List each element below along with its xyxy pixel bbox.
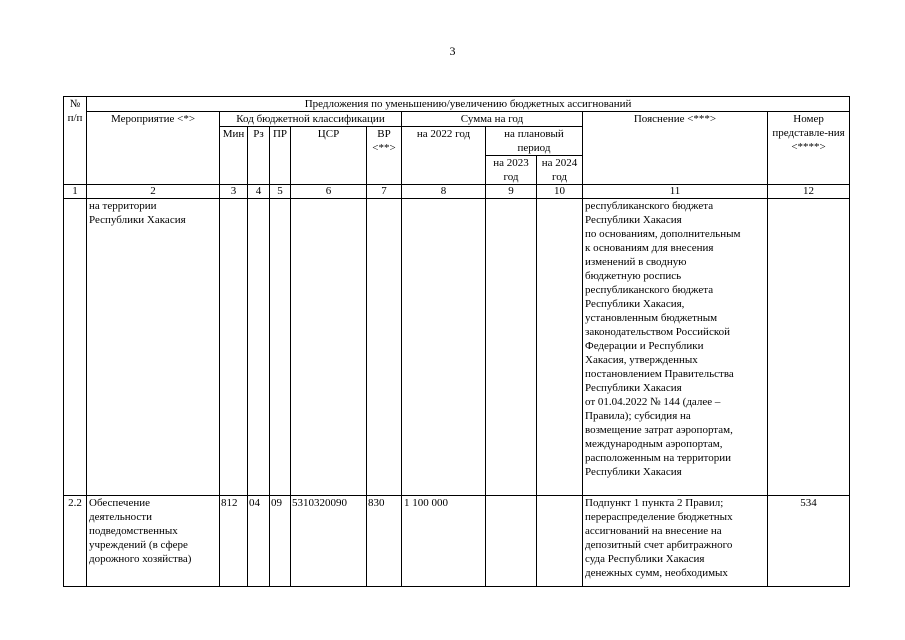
header-pr: ПР: [270, 127, 291, 185]
cont-pr-cell: [270, 199, 291, 496]
cont-explanation-line: по основаниям, дополнительным: [585, 228, 741, 240]
cont-2023-cell: [486, 199, 537, 496]
header-explanation: Пояснение <***>: [583, 112, 768, 185]
cont-event-line: на территории: [89, 200, 157, 212]
row-event-line: деятельности: [89, 511, 152, 523]
column-number: 11: [583, 185, 768, 199]
cont-explanation-line: постановлением Правительства: [585, 368, 734, 380]
row-submission-no: 534: [768, 496, 850, 587]
header-min: Мин: [220, 127, 248, 185]
column-number: 12: [768, 185, 850, 199]
cont-explanation-line: республиканского бюджета: [585, 200, 714, 212]
header-submission-no: Номер представле-ния <****>: [768, 112, 850, 185]
cont-event-cell: [87, 199, 220, 496]
cont-explanation-line: Хакасия, утвержденных: [585, 354, 698, 366]
cont-num-cell: [64, 199, 87, 496]
header-year-2022: на 2022 год: [402, 127, 486, 185]
row-year-2023: [486, 496, 537, 587]
row-num: 2.2: [64, 496, 87, 587]
header-rz: Рз: [248, 127, 270, 185]
cont-explanation-line: республиканского бюджета: [585, 284, 714, 296]
cont-csr-cell: [291, 199, 367, 496]
row-vr: 830: [367, 496, 402, 587]
cont-explanation-cell: [583, 199, 768, 496]
cont-rz-cell: [248, 199, 270, 496]
header-event: Мероприятие <*>: [87, 112, 220, 185]
cont-explanation-line: законодательством Российской: [585, 326, 730, 338]
row-event-line: дорожного хозяйства): [89, 553, 192, 565]
header-csr: ЦСР: [291, 127, 367, 185]
row-event-line: учреждений (в сфере: [89, 539, 188, 551]
cont-explanation-line: Республики Хакасия: [585, 382, 682, 394]
cont-explanation-line: Республики Хакасия: [585, 214, 682, 226]
page-number: 3: [449, 44, 456, 58]
row-event-cell: [87, 496, 220, 587]
header-vr: ВР <**>: [367, 127, 402, 185]
cont-explanation-line: Республики Хакасия,: [585, 298, 685, 310]
column-numbers-row: [64, 185, 850, 199]
header-plan-period: на плановый период: [486, 127, 583, 156]
cont-explanation-line: к основаниям для внесения: [585, 242, 714, 254]
row-event-line: подведомственных: [89, 525, 178, 537]
row-explanation-cell: [583, 496, 768, 587]
row-pr: 09: [270, 496, 291, 587]
row-explanation-line: денежных сумм, необходимых: [585, 567, 728, 579]
column-number: 2: [87, 185, 220, 199]
cont-explanation-line: бюджетную роспись: [585, 270, 682, 282]
row-explanation-line: перераспределение бюджетных: [585, 511, 733, 523]
row-rz: 04: [248, 496, 270, 587]
cont-explanation-line: изменений в сводную: [585, 256, 687, 268]
row-explanation-line: суда Республики Хакасия: [585, 553, 705, 565]
header-year-2023: на 2023 год: [486, 156, 537, 185]
row-min: 812: [220, 496, 248, 587]
column-number: 6: [291, 185, 367, 199]
budget-proposals-table: [63, 96, 850, 587]
table-row-continued: [64, 199, 850, 496]
cont-event-line: Республики Хакасия: [89, 214, 186, 226]
cont-explanation-line: расположенным на территории: [585, 452, 731, 464]
cont-explanation-line: от 01.04.2022 № 144 (далее –: [585, 396, 721, 408]
cont-vr-cell: [367, 199, 402, 496]
column-number: 8: [402, 185, 486, 199]
row-explanation-line: депозитный счет арбитражного: [585, 539, 733, 551]
cont-2022-cell: [402, 199, 486, 496]
header-amount: Сумма на год: [402, 112, 583, 127]
cont-explanation-line: возмещение затрат аэропортам,: [585, 424, 733, 436]
header-num: № п/п: [64, 97, 87, 185]
cont-explanation-line: Республики Хакасия: [585, 466, 682, 478]
cont-submission-cell: [768, 199, 850, 496]
row-year-2024: [537, 496, 583, 587]
header-year-2024: на 2024 год: [537, 156, 583, 185]
column-number: 7: [367, 185, 402, 199]
cont-2024-cell: [537, 199, 583, 496]
cont-explanation-line: международным аэропортам,: [585, 438, 723, 450]
row-explanation-line: ассигнований на внесение на: [585, 525, 722, 537]
column-number: 1: [64, 185, 87, 199]
table-row-2-2: [64, 496, 850, 587]
column-number: 9: [486, 185, 537, 199]
cont-explanation-line: Федерации и Республики: [585, 340, 704, 352]
column-number: 10: [537, 185, 583, 199]
row-csr: 5310320090: [291, 496, 367, 587]
column-number: 4: [248, 185, 270, 199]
column-number: 5: [270, 185, 291, 199]
cont-explanation-line: Правила); субсидия на: [585, 410, 691, 422]
column-number: 3: [220, 185, 248, 199]
row-event-line: Обеспечение: [89, 497, 150, 509]
cont-explanation-line: установленным бюджетным: [585, 312, 718, 324]
row-explanation-line: Подпункт 1 пункта 2 Правил;: [585, 497, 724, 509]
cont-min-cell: [220, 199, 248, 496]
header-proposals: Предложения по уменьшению/увеличению бюджетных ассигнований: [87, 97, 850, 112]
row-year-2022: 1 100 000: [402, 496, 486, 587]
header-budget-code: Код бюджетной классификации: [220, 112, 402, 127]
